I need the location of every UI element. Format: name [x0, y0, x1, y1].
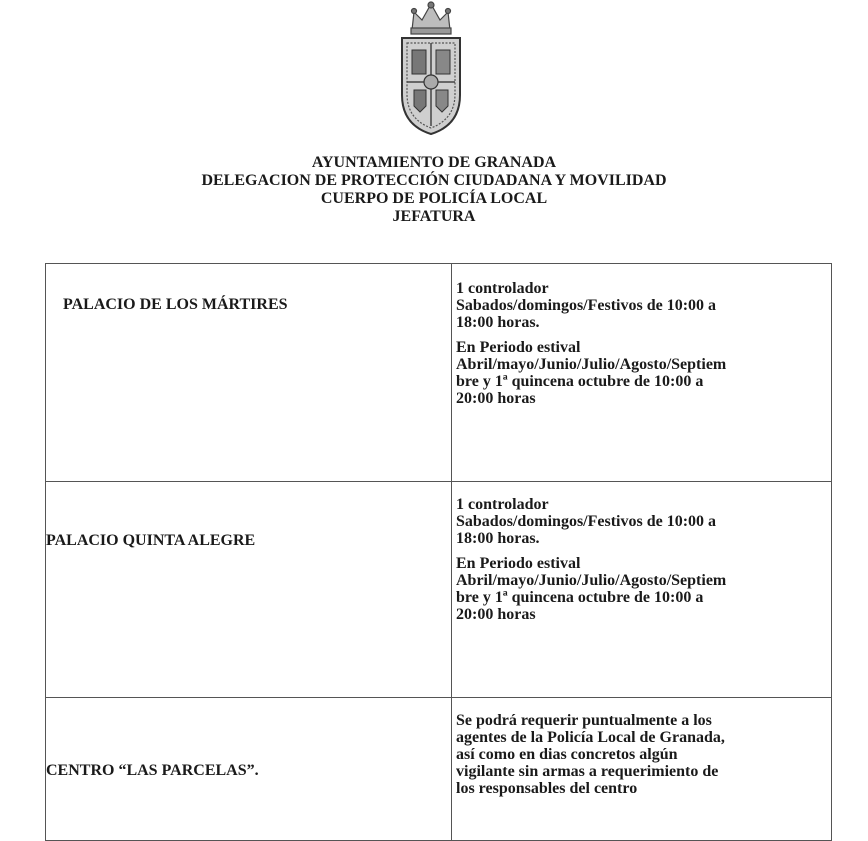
- detail-line: 18:00 horas.: [456, 530, 540, 547]
- detail-line: 1 controlador: [456, 496, 549, 513]
- detail-line: vigilante sin armas a requerimiento de: [456, 763, 719, 780]
- detail-line: Abril/mayo/Junio/Julio/Agosto/Septiem: [456, 572, 727, 589]
- place-cell: [46, 264, 452, 482]
- place-name: CENTRO “LAS PARCELAS”.: [46, 762, 259, 779]
- detail-cell: [452, 482, 832, 698]
- header-line-delegacion: DELEGACION DE PROTECCIÓN CIUDADANA Y MOVILIDAD: [201, 172, 667, 189]
- detail-line: bre y 1ª quincena octubre de 10:00 a: [456, 589, 704, 606]
- detail-line: En Periodo estival: [456, 555, 581, 572]
- detail-line: Se podrá requerir puntualmente a los: [456, 712, 712, 729]
- detail-line: 20:00 horas: [456, 606, 536, 623]
- detail-line: Sabados/domingos/Festivos de 10:00 a: [456, 513, 717, 530]
- services-table: [45, 263, 832, 841]
- place-cell: [46, 698, 452, 841]
- header-line-cuerpo: CUERPO DE POLICÍA LOCAL: [320, 190, 548, 207]
- schedule-summer: [456, 555, 829, 623]
- schedule-regular: [456, 280, 829, 331]
- schedule-regular: [456, 496, 829, 547]
- header-line-jefatura: JEFATURA: [392, 208, 476, 225]
- detail-cell: [452, 264, 832, 482]
- table-row: [46, 698, 832, 841]
- service-note: [456, 712, 829, 797]
- detail-line: Abril/mayo/Junio/Julio/Agosto/Septiem: [456, 356, 727, 373]
- detail-line: bre y 1ª quincena octubre de 10:00 a: [456, 373, 704, 390]
- detail-line: agentes de la Policía Local de Granada,: [456, 729, 725, 746]
- detail-line: los responsables del centro: [456, 780, 638, 797]
- coat-of-arms-icon: [392, 0, 470, 138]
- detail-line: Sabados/domingos/Festivos de 10:00 a: [456, 297, 717, 314]
- letterhead: [0, 154, 868, 226]
- table-row: [46, 482, 832, 698]
- detail-line: 1 controlador: [456, 280, 549, 297]
- detail-cell: [452, 698, 832, 841]
- place-name: PALACIO DE LOS MÁRTIRES: [63, 296, 288, 313]
- schedule-summer: [456, 339, 829, 407]
- place-cell: [46, 482, 452, 698]
- header-line-ayuntamiento: AYUNTAMIENTO DE GRANADA: [311, 154, 557, 171]
- detail-line: 18:00 horas.: [456, 314, 540, 331]
- place-name: PALACIO QUINTA ALEGRE: [46, 532, 256, 549]
- table-row: [46, 264, 832, 482]
- detail-line: así como en dias concretos algún: [456, 746, 678, 763]
- detail-line: En Periodo estival: [456, 339, 581, 356]
- detail-line: 20:00 horas: [456, 390, 536, 407]
